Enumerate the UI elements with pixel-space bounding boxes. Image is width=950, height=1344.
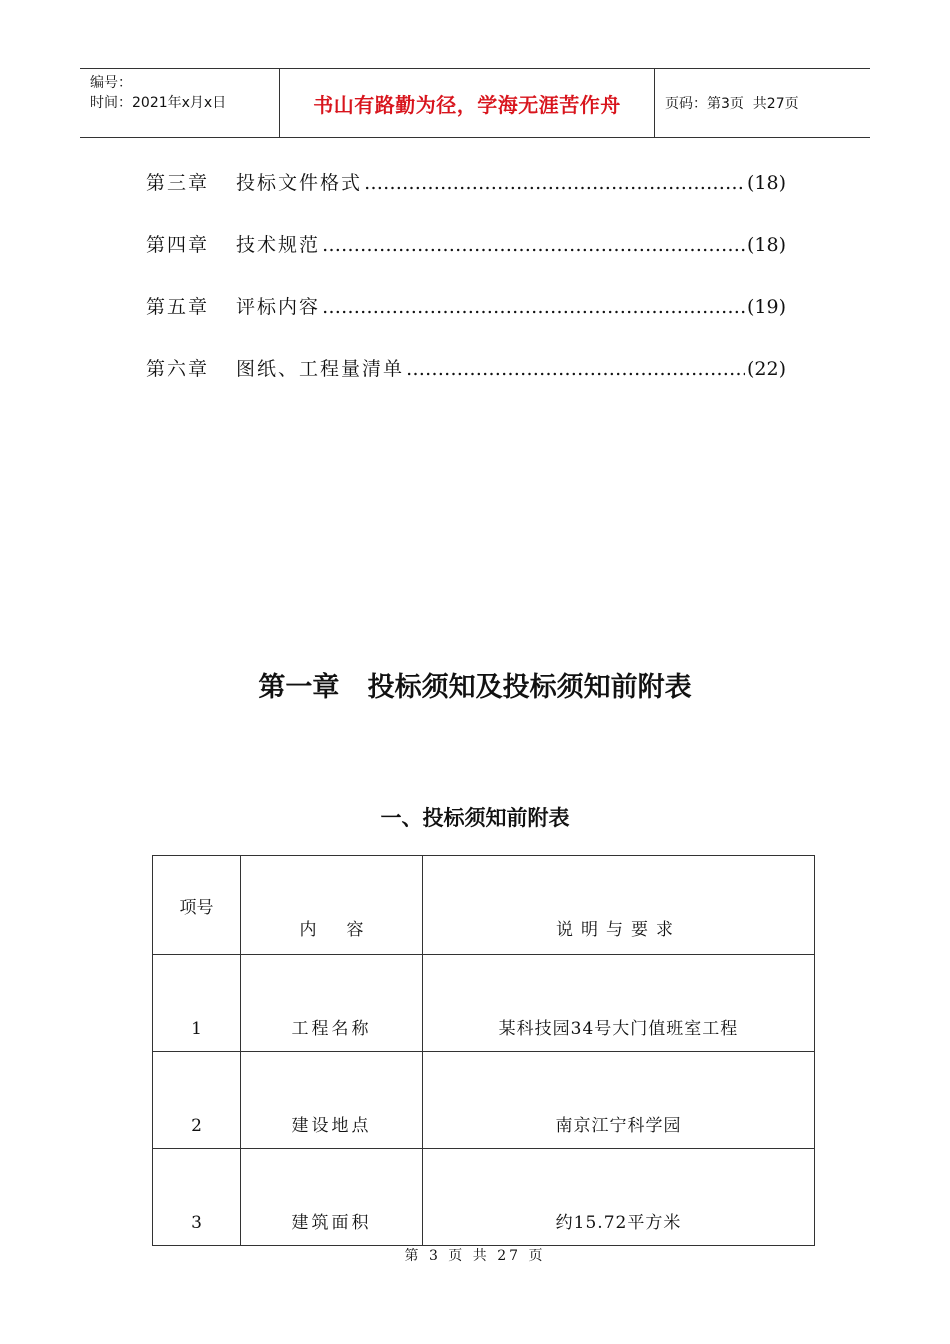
toc-leader-dots xyxy=(406,358,745,380)
page-header xyxy=(80,68,870,138)
header-page-info xyxy=(655,69,870,137)
toc-title: 评标内容 xyxy=(236,296,321,318)
section-title: 一、投标须知前附表 xyxy=(380,806,570,830)
cell-item-no: 3 xyxy=(153,1149,241,1246)
toc-page: (22) xyxy=(746,358,786,380)
toc-leader-dots xyxy=(364,172,745,194)
toc-entry[interactable] xyxy=(146,230,786,292)
table-header-row xyxy=(153,856,815,955)
table-row xyxy=(153,1052,815,1149)
table-row xyxy=(153,955,815,1052)
requirements-table xyxy=(152,855,815,1246)
toc-leader-dots xyxy=(322,234,745,256)
header-motto: 书山有路勤为径，学海无涯苦作舟 xyxy=(280,69,655,137)
cell-content: 建设地点 xyxy=(241,1052,423,1149)
toc-chapter: 第六章 xyxy=(146,358,210,380)
header-description: 说明与要求 xyxy=(423,856,815,955)
cell-item-no: 1 xyxy=(153,955,241,1052)
toc-entry[interactable] xyxy=(146,354,786,416)
toc-page: (19) xyxy=(746,296,786,318)
toc-entry[interactable] xyxy=(146,292,786,354)
toc-chapter: 第五章 xyxy=(146,296,210,318)
cell-description: 某科技园34号大门值班室工程 xyxy=(423,955,815,1052)
cell-description: 约15.72平方米 xyxy=(423,1149,815,1246)
cell-item-no: 2 xyxy=(153,1052,241,1149)
toc-page: (18) xyxy=(746,234,786,256)
toc-title: 投标文件格式 xyxy=(236,172,363,194)
cell-content: 建筑面积 xyxy=(241,1149,423,1246)
page-info-text: 页码：第3页 共27页 xyxy=(665,96,799,112)
toc-leader-dots xyxy=(322,296,745,318)
toc-page: (18) xyxy=(746,172,786,194)
toc-chapter: 第四章 xyxy=(146,234,210,256)
cell-description: 南京江宁科学园 xyxy=(423,1052,815,1149)
header-item-no: 项号 xyxy=(153,856,241,955)
number-label: 编号： xyxy=(90,75,132,91)
table-of-contents xyxy=(146,168,786,416)
date-label: 时间：2021年x月x日 xyxy=(90,95,227,111)
toc-chapter: 第三章 xyxy=(146,172,210,194)
chapter-title: 第一章 投标须知及投标须知前附表 xyxy=(258,672,692,703)
header-content: 内容 xyxy=(241,856,423,955)
toc-title: 技术规范 xyxy=(236,234,321,256)
toc-entry[interactable] xyxy=(146,168,786,230)
table-row xyxy=(153,1149,815,1246)
toc-title: 图纸、工程量清单 xyxy=(236,358,405,380)
cell-content: 工程名称 xyxy=(241,955,423,1052)
page-footer: 第 3 页 共 27 页 xyxy=(404,1248,546,1264)
header-meta xyxy=(80,69,280,137)
